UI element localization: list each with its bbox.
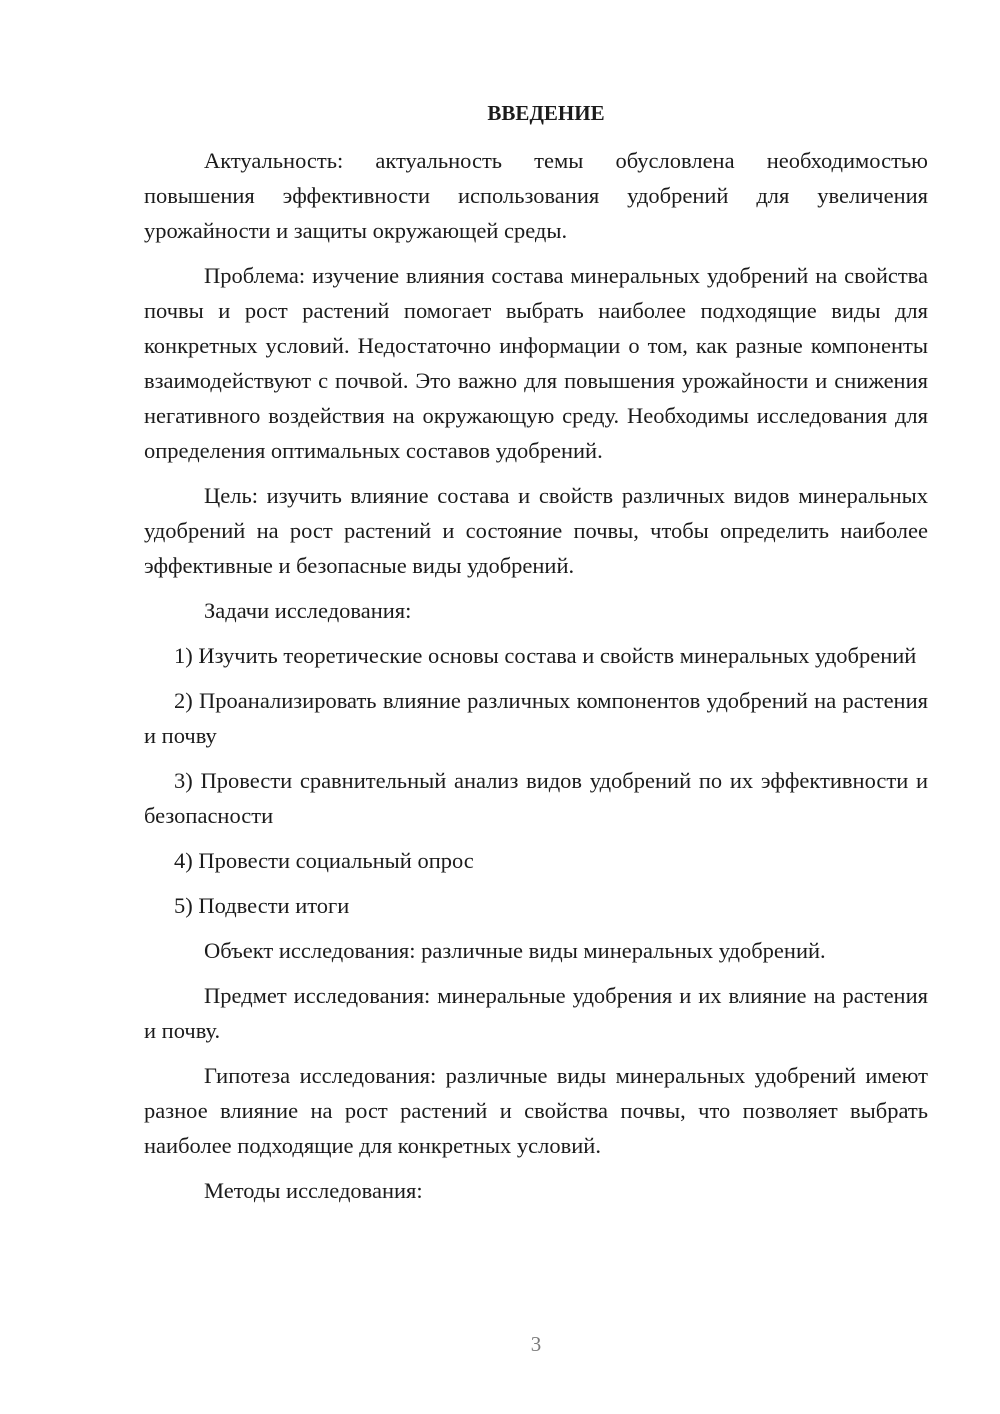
- paragraph-tasks-intro: Задачи исследования:: [204, 598, 412, 623]
- paragraph-relevance: Актуальность: актуальность темы обусловлена необходимостью повышения эффективности использования удобрений для увеличения урожайности и защиты окружающей среды.: [144, 148, 928, 243]
- page-number: 3: [530, 1332, 542, 1356]
- paragraph-problem: Проблема: изучение влияния состава минеральных удобрений на свойства почвы и рост растений помогает выбрать наиболее подходящие виды для конкретных условий. Недостаточно информации о том, как разные компоненты взаимодействуют с почвой. Это важно для повышения урожайности и снижения негативного воздействия на окружающую среду. Необходимы исследования для определения оптимальных составов удобрений.: [144, 263, 928, 463]
- task-item-5: 5) Подвести итоги: [174, 893, 350, 918]
- paragraph-subject: Предмет исследования: минеральные удобрения и их влияние на растения и почву.: [144, 983, 928, 1043]
- paragraph-methods: Методы исследования:: [204, 1178, 423, 1203]
- paragraph-object: Объект исследования: различные виды минеральных удобрений.: [204, 938, 826, 963]
- task-item-4: 4) Провести социальный опрос: [174, 848, 474, 873]
- task-item-2: 2) Проанализировать влияние различных компонентов удобрений на растения и почву: [144, 688, 928, 748]
- paragraph-goal: Цель: изучить влияние состава и свойств различных видов минеральных удобрений на рост растений и состояние почвы, чтобы определить наиболее эффективные и безопасные виды удобрений.: [144, 483, 928, 578]
- page-content: [144, 96, 928, 1218]
- section-heading: ВВЕДЕНИЕ: [487, 101, 605, 125]
- paragraph-hypothesis: Гипотеза исследования: различные виды минеральных удобрений имеют разное влияние на рост растений и свойства почвы, что позволяет выбрать наиболее подходящие для конкретных условий.: [144, 1063, 928, 1158]
- task-item-3: 3) Провести сравнительный анализ видов удобрений по их эффективности и безопасности: [144, 768, 928, 828]
- task-item-1: 1) Изучить теоретические основы состава и свойств минеральных удобрений: [174, 643, 917, 668]
